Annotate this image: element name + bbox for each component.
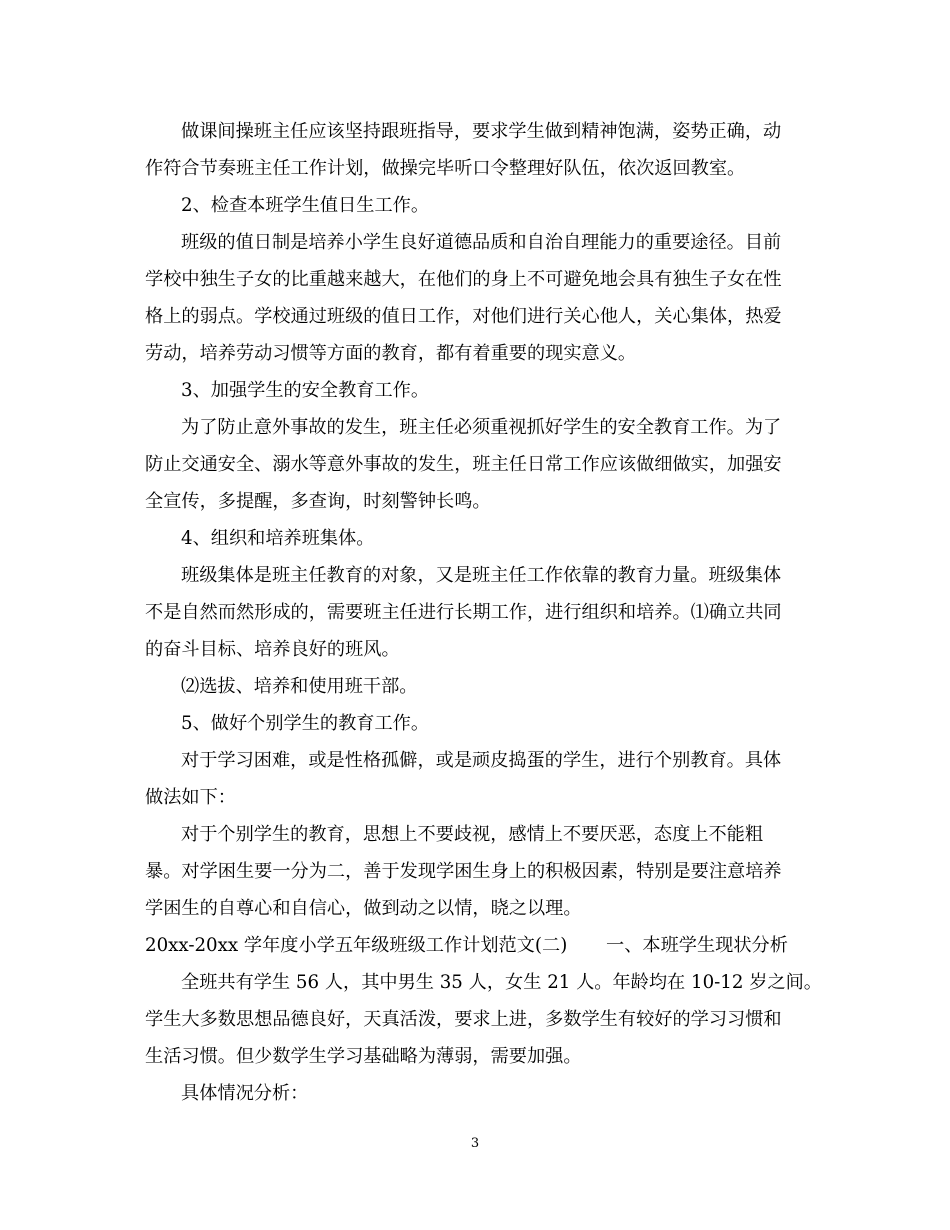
paragraph-line: 学生大多数思想品德良好，天真活泼，要求上进，多数学生有较好的学习习惯和 bbox=[145, 1009, 782, 1030]
section-subtitle: 一、本班学生现状分析 bbox=[606, 935, 788, 956]
paragraph-line: 班级的值日制是培养小学生良好道德品质和自治自理能力的重要途径。目前 bbox=[181, 232, 782, 253]
paragraph-line: 生活习惯。但少数学生学习基础略为薄弱，需要加强。 bbox=[145, 1046, 582, 1067]
paragraph-line: 为了防止意外事故的发生，班主任必须重视抓好学生的安全教育工作。为了 bbox=[181, 417, 782, 438]
section-title: 20xx-20xx 学年度小学五年级班级工作计划范文(二) bbox=[145, 935, 568, 956]
paragraph-line: 做法如下： bbox=[145, 787, 236, 808]
paragraph-line: 对于学习困难，或是性格孤僻，或是顽皮捣蛋的学生，进行个别教育。具体 bbox=[181, 750, 782, 771]
paragraph-line: 作符合节奏班主任工作计划，做操完毕听口令整理好队伍，依次返回教室。 bbox=[145, 158, 746, 179]
paragraph-line: 不是自然而然形成的，需要班主任进行长期工作，进行组织和培养。⑴确立共同 bbox=[145, 602, 782, 623]
paragraph-line: 对于个别学生的教育，思想上不要歧视，感情上不要厌恶，态度上不能粗 bbox=[181, 824, 764, 845]
list-heading-5: 5、做好个别学生的教育工作。 bbox=[181, 713, 430, 734]
paragraph-line: 具体情况分析： bbox=[181, 1083, 309, 1104]
paragraph-line: 格上的弱点。学校通过班级的值日工作，对他们进行关心他人，关心集体，热爱 bbox=[145, 306, 782, 327]
paragraph-line: 劳动，培养劳动习惯等方面的教育，都有着重要的现实意义。 bbox=[145, 343, 637, 364]
paragraph-line: 防止交通安全、溺水等意外事故的发生，班主任日常工作应该做细做实，加强安 bbox=[145, 454, 782, 475]
list-heading-2: 2、检查本班学生值日生工作。 bbox=[181, 195, 430, 216]
paragraph-line: ⑵选拔、培养和使用班干部。 bbox=[181, 676, 418, 697]
paragraph-line: 学困生的自尊心和自信心，做到动之以情，晓之以理。 bbox=[145, 898, 582, 919]
page-number: 3 bbox=[470, 1136, 480, 1151]
list-heading-4: 4、组织和培养班集体。 bbox=[181, 528, 375, 549]
paragraph-line: 的奋斗目标、培养良好的班风。 bbox=[145, 639, 400, 660]
paragraph-line: 暴。对学困生要一分为二，善于发现学困生身上的积极因素，特别是要注意培养 bbox=[145, 861, 782, 882]
paragraph-line: 全宣传，多提醒，多查询，时刻警钟长鸣。 bbox=[145, 491, 491, 512]
list-heading-3: 3、加强学生的安全教育工作。 bbox=[181, 380, 430, 401]
paragraph-line: 全班共有学生 56 人，其中男生 35 人，女生 21 人。年龄均在 10-12 岁之间。 bbox=[181, 972, 822, 993]
paragraph-line: 做课间操班主任应该坚持跟班指导，要求学生做到精神饱满，姿势正确，动 bbox=[181, 121, 782, 142]
paragraph-line: 班级集体是班主任教育的对象，又是班主任工作依靠的教育力量。班级集体 bbox=[181, 565, 782, 586]
paragraph-line: 学校中独生子女的比重越来越大，在他们的身上不可避免地会具有独生子女在性 bbox=[145, 269, 782, 290]
